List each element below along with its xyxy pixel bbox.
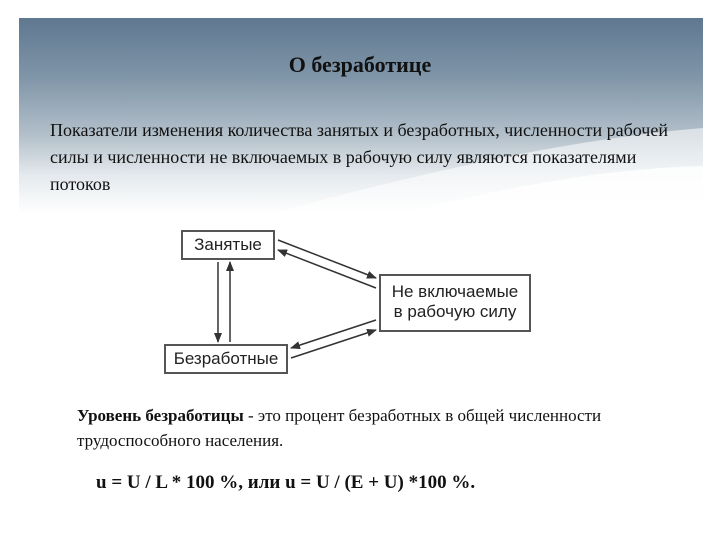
box-not-in-labour-force-line1: Не включаемые — [391, 282, 519, 301]
definition-term: Уровень безработицы — [77, 406, 244, 425]
arrow-notinlf-to-employed — [278, 250, 376, 288]
box-unemployed: Безработные — [164, 344, 288, 374]
box-not-in-labour-force-line2: в рабочую силу — [393, 302, 517, 321]
arrow-employed-to-notinlf — [278, 240, 376, 278]
box-employed: Занятые — [181, 230, 275, 260]
box-not-in-labour-force — [379, 274, 531, 332]
definition-paragraph — [77, 403, 687, 453]
formula: u = U / L * 100 %, или u = U / (E + U) *100 %. — [96, 472, 476, 493]
definition-text: - это процент безработных в общей численности трудоспособного населения. — [77, 406, 602, 450]
flow-diagram — [150, 222, 550, 382]
intro-paragraph: Показатели изменения количества занятых и безработных, численности рабочей силы и численности не включаемых в рабочую силу являются показателями потоков — [50, 120, 668, 194]
slide-title: О безработице — [288, 52, 432, 77]
